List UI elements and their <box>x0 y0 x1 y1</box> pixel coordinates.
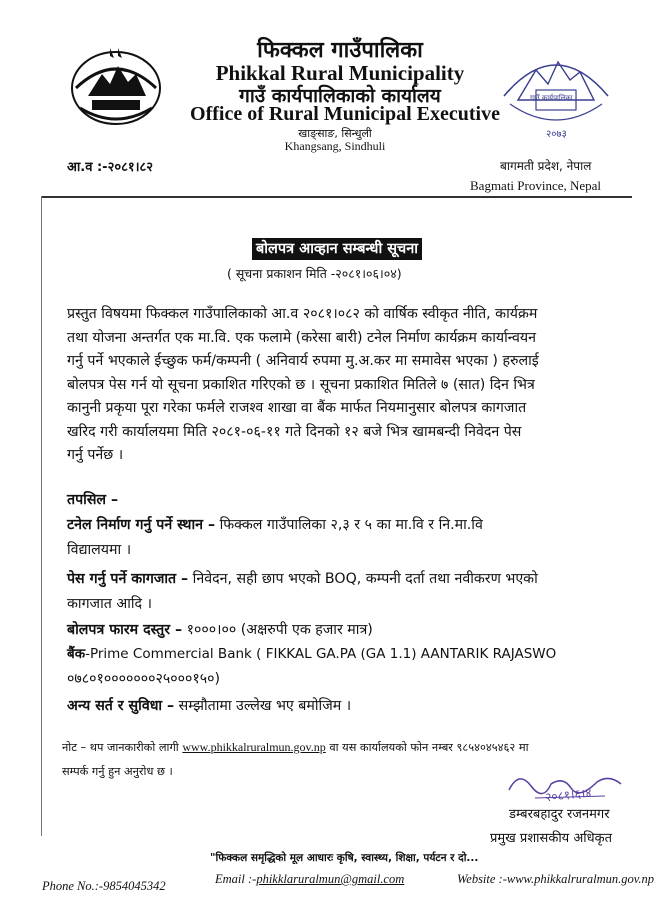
note-suffix: वा यस कार्यालयको फोन नम्बर ९८५४०४५४६२ मा <box>329 741 529 754</box>
header-rule <box>42 196 632 198</box>
bank-value: -Prime Commercial Bank ( FIKKAL GA.PA (GA 1.1) AANTARIK RAJASWO <box>85 646 557 662</box>
footer-phone: Phone No.:-9854045342 <box>42 879 166 893</box>
bank-account: ०७८०१०००००००२५०००१५०) <box>67 671 221 687</box>
office-stamp <box>496 40 616 140</box>
paragraph-line: गर्नु पर्ने भएकाले ईच्छुक फर्म/कम्पनी ( अनिवार्य रुपमा मु.अ.कर मा समावेस भएका ) हरुलाई <box>67 353 539 369</box>
office-name-en: Office of Rural Municipal Executive <box>190 103 500 125</box>
footer-motto: "फिक्कल समृद्धिको मूल आधारः कृषि, स्वास्थ्य, शिक्षा, पर्यटन र दो... <box>210 852 479 864</box>
note-prefix: नोट – थप जानकारीको लागी <box>62 741 179 754</box>
notice-title <box>252 238 422 260</box>
note-line-1 <box>62 740 529 755</box>
province-np: बागमती प्रदेश, नेपाल <box>500 159 592 173</box>
paragraph-line: कानुनी प्रकृया पूरा गरेका फर्मले राजश्व शाखा वा बैंक मार्फत नियमानुसार बोलपत्र कागजात <box>67 400 527 416</box>
municipal-logo <box>66 44 166 128</box>
location-value: फिक्कल गाउँपालिका २,३ र ५ का मा.वि र नि.मा.वि <box>219 517 483 533</box>
signature-date: २०८१।६।४ <box>544 785 593 805</box>
footer-email <box>215 872 404 887</box>
location-label: टनेल निर्माण गर्नु पर्ने स्थान – <box>67 517 216 533</box>
bank-row <box>67 643 556 667</box>
documents-label: पेस गर्नु पर्ने कागजात – <box>67 571 189 587</box>
notice-paragraph <box>67 303 627 468</box>
municipality-name-np: फिक्कल गाउँपालिका <box>257 38 423 63</box>
paragraph-line: प्रस्तुत विषयमा फिक्कल गाउँपालिकाको आ.व २०८१।०८२ को वार्षिक स्वीकृत नीति, कार्यक्रम <box>67 306 538 322</box>
publish-date: ( सूचना प्रकाशन मिति -२०८१।०६।०४) <box>227 266 402 281</box>
bank-label: बैंक <box>67 646 86 662</box>
note-line-2: सम्पर्क गर्नु हुन अनुरोध छ । <box>62 765 173 778</box>
fiscal-year: आ.व :-२०८१।८२ <box>67 160 154 175</box>
location-row <box>67 514 483 538</box>
svg-text:गाउँ कार्यपालिका: गाउँ कार्यपालिका <box>530 94 573 102</box>
other-terms-label: अन्य सर्त र सुविधा – <box>67 698 175 714</box>
municipality-name-en: Phikkal Rural Municipality <box>215 61 465 85</box>
documents-row <box>67 568 538 592</box>
address-en: Khangsang, Sindhuli <box>284 139 386 153</box>
paragraph-line: तथा योजना अन्तर्गत एक मा.वि. एक फलामे (करेसा बारी) टनेल निर्माण कार्यक्रम कार्यान्वयन <box>67 329 537 346</box>
website-link[interactable]: www.phikkalruralmun.gov.np <box>182 740 326 754</box>
province-en: Bagmati Province, Nepal <box>470 178 602 193</box>
paragraph-line: खरिद गरी कार्यालयमा मिति २०८१-०६-११ गते दिनको १२ बजे भित्र खामबन्दी निवेदन पेस <box>67 423 522 440</box>
stamp-year: २०७३ <box>546 129 567 140</box>
other-terms-row <box>67 695 351 719</box>
documents-value-cont: कागजात आदि । <box>67 596 152 612</box>
office-name-np: गाउँ कार्यपालिकाको कार्यालय <box>239 85 441 107</box>
left-margin-rule <box>41 196 42 836</box>
signatory-designation: प्रमुख प्रशासकीय अधिकृत <box>490 831 613 846</box>
fee-value: १०००।०० (अक्षरुपी एक हजार मात्र) <box>186 622 373 638</box>
paragraph-line: बोलपत्र पेस गर्न यो सूचना प्रकाशित गरिएको छ । सूचना प्रकाशित मितिले ७ (सात) दिन भित्र <box>67 376 535 393</box>
footer-website[interactable]: Website :-www.phikkalruralmun.gov.np <box>457 872 654 886</box>
documents-value: निवेदन, सही छाप भएको BOQ, कम्पनी दर्ता तथा नवीकरण भएको <box>192 571 538 587</box>
fee-row <box>67 619 373 643</box>
other-terms-value: सम्झौतामा उल्लेख भए बमोजिम । <box>178 698 352 714</box>
details-heading: तपसिल – <box>67 492 119 508</box>
fee-label: बोलपत्र फारम दस्तुर – <box>67 622 183 638</box>
notice-title-text: बोलपत्र आव्हान सम्बन्धी सूचना <box>256 241 419 257</box>
signatory-name: डम्बरबहादुर रजनमगर <box>509 807 610 822</box>
location-value-cont: विद्यालयमा । <box>67 542 132 558</box>
paragraph-line: गर्नु पर्नेछ । <box>67 447 124 463</box>
email-link[interactable]: phikklaruralmun@gmail.com <box>256 872 405 886</box>
email-label: Email :- <box>215 872 257 886</box>
address-np: खाङ्साङ, सिन्धुली <box>298 127 372 140</box>
